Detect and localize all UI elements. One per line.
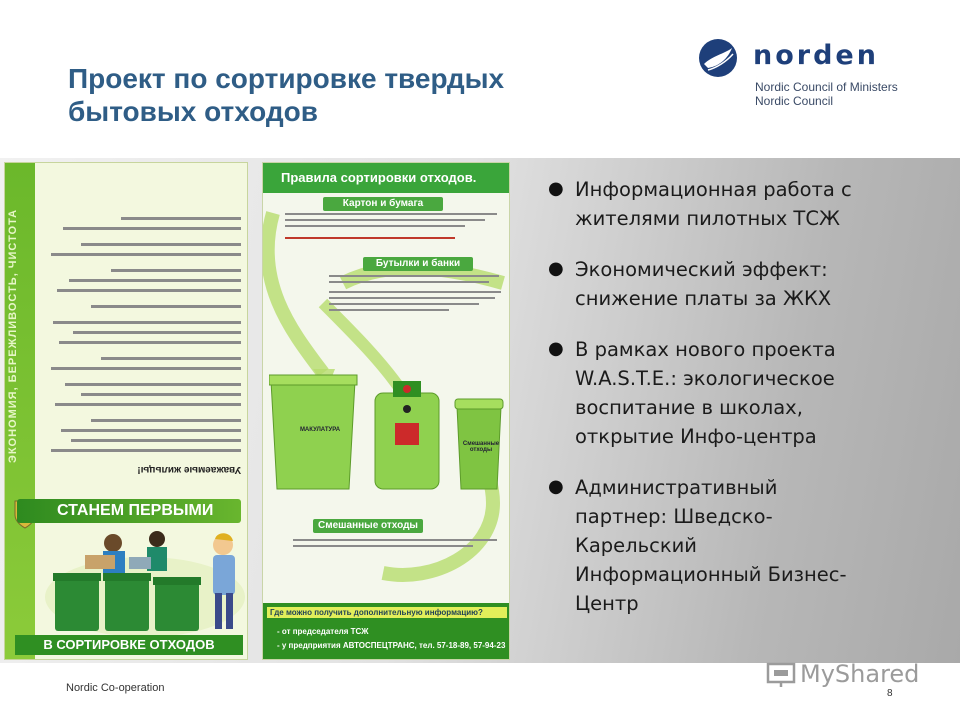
bullet-line: снижение платы за ЖКХ (575, 287, 832, 310)
cardboard-text (285, 211, 505, 238)
poster-upside-heading: Уважаемые жильцы! (137, 464, 241, 475)
cardboard-text-lines (285, 211, 505, 235)
logo-line-1: Nordic Council of Ministers (755, 80, 898, 94)
bullet-text (575, 335, 918, 451)
watermark (766, 656, 946, 692)
poster-upside-text (45, 175, 241, 475)
bullet-line: Экономический эффект: (575, 258, 828, 281)
poster-vertical-text: ЭКОНОМИЯ, БЕРЕЖЛИВОСТЬ, ЧИСТОТА (7, 208, 19, 463)
poster-info-line-2: - у предприятия АВТОСПЕЦТРАНС, тел. 57-18-89, 57-94-23 (277, 641, 506, 650)
mixed-text (293, 537, 503, 560)
caption-mixed: Смешанные отходы (313, 519, 423, 533)
bullet-dot-icon: ● (548, 178, 564, 199)
bullet-line: В рамках нового проекта (575, 338, 836, 361)
slide-title-line-2: бытовых отходов (68, 96, 318, 127)
cardboard-warning (285, 235, 485, 244)
bullet-list (548, 175, 918, 640)
bullet-item (548, 335, 918, 451)
bullet-line: воспитание в школах, (575, 396, 803, 419)
bullet-item (548, 175, 918, 233)
bullet-dot-icon: ● (548, 476, 564, 497)
logo-subtitle (755, 80, 898, 108)
cardboard-warning-line (285, 235, 485, 241)
poster-right (262, 162, 510, 660)
bullet-item (548, 255, 918, 313)
bullet-text (575, 255, 918, 313)
bottles-text (329, 273, 505, 320)
bullet-line: партнер: Шведско- (575, 505, 773, 528)
poster-banner-bottom: В СОРТИРОВКЕ ОТХОДОВ (15, 635, 243, 655)
bullet-line: Центр (575, 592, 639, 615)
poster-left (4, 162, 248, 660)
poster-rules-title: Правила сортировки отходов. (263, 163, 509, 193)
bullet-line: Информационный Бизнес- (575, 563, 847, 586)
bin-label-mixed: Смешанные отходы (462, 441, 500, 453)
bullet-line: Карельский (575, 534, 697, 557)
bullet-text (575, 473, 918, 618)
caption-bottles: Бутылки и банки (363, 257, 473, 271)
bullet-dot-icon: ● (548, 338, 564, 359)
bin-label-paper: МАКУЛАТУРА (299, 427, 341, 433)
bullet-dot-icon: ● (548, 258, 564, 279)
caption-cardboard: Картон и бумага (323, 197, 443, 211)
logo-wordmark: norden (753, 40, 879, 71)
poster-info-question: Где можно получить дополнительную информацию? (267, 607, 507, 618)
bottles-text-lines (329, 273, 505, 317)
page-number: 8 (887, 688, 893, 699)
watermark-text: MyShared (800, 660, 920, 688)
sorting-bins (269, 373, 509, 503)
poster-info-footer (263, 603, 509, 660)
footer-label: Nordic Co-operation (66, 682, 165, 694)
presentation-icon (766, 660, 796, 688)
bullet-line: жителями пилотных ТСЖ (575, 207, 840, 230)
norden-logo (698, 36, 938, 116)
poster-info-line-1: - от председателя ТСЖ (277, 627, 369, 636)
bullet-line: Информационная работа с (575, 178, 852, 201)
swan-logo-icon (698, 38, 738, 78)
recycling-bins-illustration (45, 527, 245, 635)
slide-title-line-1: Проект по сортировке твердых (68, 63, 505, 94)
mixed-text-lines (293, 537, 503, 557)
bullet-line: Административный (575, 476, 778, 499)
logo-line-2: Nordic Council (755, 94, 834, 108)
bullet-line: W.A.S.T.E.: экологическое (575, 367, 835, 390)
bullet-item (548, 473, 918, 618)
poster-banner-top: СТАНЕМ ПЕРВЫМИ (17, 499, 241, 523)
bullet-line: открытие Инфо-центра (575, 425, 817, 448)
poster-text-lines (45, 198, 241, 458)
slide-title (68, 62, 628, 128)
bullet-text (575, 175, 918, 233)
